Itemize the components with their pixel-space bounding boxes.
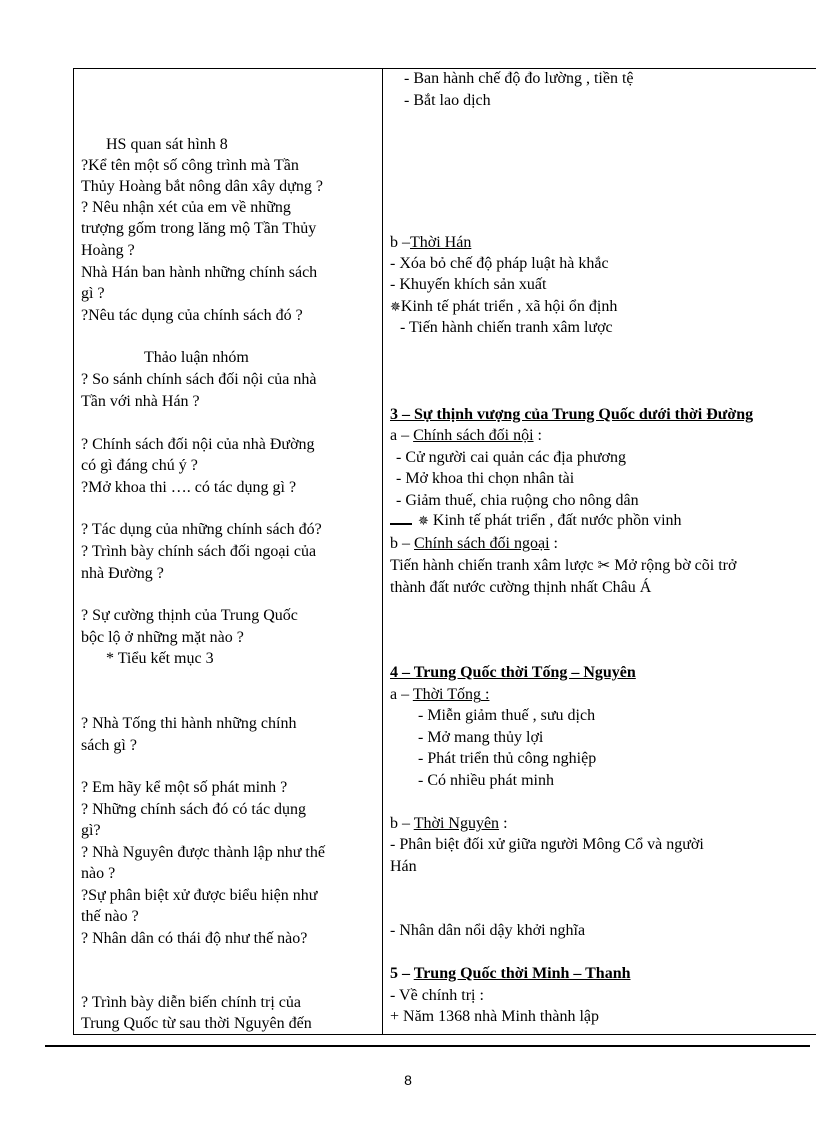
footer-rule	[45, 1045, 810, 1047]
question-line: ? Trình bày diễn biến chính trị của	[81, 994, 301, 1011]
section-5-title: 5 – Trung Quốc thời Minh – Thanh	[390, 965, 631, 982]
question-line: ? Nhân dân có thái độ như thế nào?	[81, 930, 308, 947]
question-line: gì?	[81, 822, 101, 839]
list-item: - Cử người cai quản các địa phương	[396, 449, 626, 466]
scissors-icon: ✂	[597, 556, 611, 574]
arrow-blank	[390, 513, 412, 525]
han-result: ✵Kinh tế phát triển , xã hội ổn định	[390, 298, 618, 315]
tieu-ket: * Tiểu kết mục 3	[106, 650, 214, 667]
question-line: nhà Đường ?	[81, 565, 164, 582]
question-line: ?Kể tên một số công trình mà Tần	[81, 157, 299, 174]
question-line: ? Nêu nhận xét của em về những	[81, 199, 291, 216]
sec3b-heading: b – Chính sách đối ngoại :	[390, 535, 558, 552]
sec5-item: + Năm 1368 nhà Minh thành lập	[390, 1008, 599, 1025]
question-line: nào ?	[81, 865, 116, 882]
question-line: Tần với nhà Hán ?	[81, 393, 200, 410]
question-line: Thủy Hoàng bắt nông dân xây dựng ?	[81, 178, 323, 195]
question-line: sách gì ?	[81, 737, 137, 754]
han-title: Thời Hán	[410, 234, 472, 251]
sec4a-heading: a – Thời Tống :	[390, 686, 490, 703]
list-item: - Giảm thuế, chia ruộng cho nông dân	[396, 492, 639, 509]
sec4b-uprising: - Nhân dân nổi dậy khởi nghĩa	[390, 922, 586, 939]
flower-icon: ✵	[418, 514, 429, 529]
question-line: ? Chính sách đối nội của nhà Đường	[81, 436, 315, 453]
question-line: Hoàng ?	[81, 242, 135, 259]
han-heading: b –Thời Hán	[390, 234, 472, 251]
question-line: ? Trình bày chính sách đối ngoại của	[81, 543, 317, 560]
list-item: - Xóa bỏ chế độ pháp luật hà khắc	[390, 255, 609, 272]
list-item: - Miễn giảm thuế , sưu dịch	[418, 707, 596, 724]
question-line: ? Nhà Nguyên được thành lập như thế	[81, 844, 325, 861]
list-item: - Khuyến khích sản xuất	[390, 276, 547, 293]
hs-quan-sat: HS quan sát hình 8	[106, 136, 228, 153]
list-item: - Mở khoa thi chọn nhân tài	[396, 470, 575, 487]
question-line: ?Sự phân biệt xử được biểu hiện như	[81, 887, 318, 904]
question-line: ? Em hãy kể một số phát minh ?	[81, 779, 288, 796]
question-line: bộc lộ ở những mặt nào ?	[81, 629, 244, 646]
sec3a-heading: a – Chính sách đối nội :	[390, 427, 542, 444]
thao-luan-nhom: Thảo luận nhóm	[144, 349, 249, 366]
question-line: ? Nhà Tống thi hành những chính	[81, 715, 297, 732]
question-line: gì ?	[81, 285, 105, 302]
question-line: trượng gốm trong lăng mộ Tần Thủy	[81, 220, 317, 237]
sec3a-result: ✵ Kinh tế phát triển , đất nước phồn vinh	[390, 510, 682, 532]
flower-icon: ✵	[390, 300, 401, 315]
question-line: ? So sánh chính sách đối nội của nhà	[81, 371, 317, 388]
list-item: - Mở mang thủy lợi	[418, 729, 544, 746]
section-3-title: 3 – Sự thịnh vượng của Trung Quốc dưới thời Đường	[390, 406, 754, 423]
question-line: có gì đáng chú ý ?	[81, 457, 198, 474]
sec5-politics: - Về chính trị :	[390, 987, 484, 1004]
sec4b-line: - Phân biệt đối xử giữa người Mông Cổ và người	[390, 836, 704, 853]
list-item: - Bắt lao dịch	[404, 92, 491, 109]
sec3b-line: Tiến hành chiến tranh xâm lược ✂ Mở rộng bờ cõi trở	[390, 556, 737, 574]
question-line: ? Những chính sách đó có tác dụng	[81, 801, 307, 818]
sec4b-heading: b – Thời Nguyên :	[390, 815, 508, 832]
page-number: 8	[404, 1072, 412, 1088]
sec3b-line: thành đất nước cường thịnh nhất Châu Á	[390, 579, 652, 596]
question-line: Nhà Hán ban hành những chính sách	[81, 264, 318, 281]
question-line: Trung Quốc từ sau thời Nguyên đến	[81, 1015, 312, 1032]
list-item: - Ban hành chế độ đo lường , tiền tệ	[404, 70, 634, 87]
question-line: ?Nêu tác dụng của chính sách đó ?	[81, 307, 303, 324]
question-line: ?Mở khoa thi …. có tác dụng gì ?	[81, 479, 297, 496]
column-divider	[382, 68, 383, 1034]
question-line: ? Sự cường thịnh của Trung Quốc	[81, 607, 298, 624]
list-item: - Phát triển thủ công nghiệp	[418, 750, 597, 767]
question-line: ? Tác dụng của những chính sách đó?	[81, 521, 322, 538]
section-4-title: 4 – Trung Quốc thời Tống – Nguyên	[390, 664, 636, 681]
list-item: - Có nhiều phát minh	[418, 772, 554, 789]
question-line: thế nào ?	[81, 908, 139, 925]
sec4b-line: Hán	[390, 858, 417, 875]
list-item: - Tiến hành chiến tranh xâm lược	[400, 319, 613, 336]
